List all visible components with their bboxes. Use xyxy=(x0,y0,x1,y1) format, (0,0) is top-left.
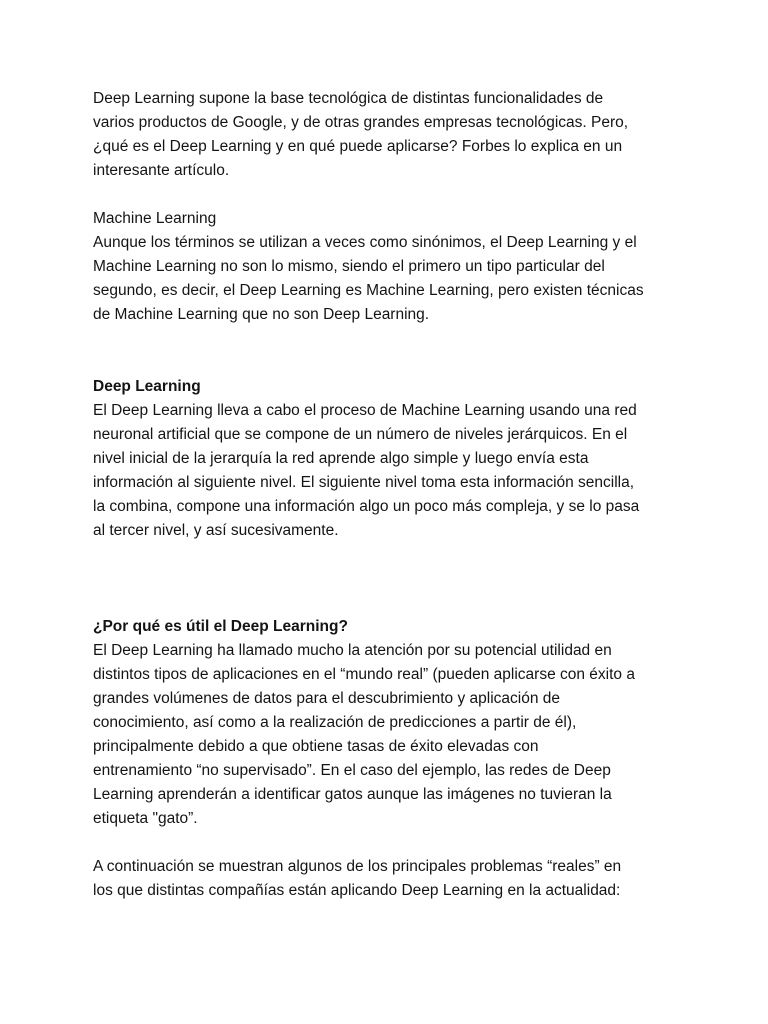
spacer xyxy=(93,183,693,207)
section-heading-machine-learning: Machine Learning xyxy=(93,210,217,227)
spacer xyxy=(93,543,693,615)
deep-learning-paragraph: El Deep Learning lleva a cabo el proceso de Machine Learning usando una red neuronal artificial que se compone de un número de niveles jerárquicos. En el nivel inicial de la jerarquía la red aprende algo simple y luego envía esta información al siguiente nivel. El siguiente nivel toma esta información sencilla, la combina, compone una información algo un poco más compleja, y se lo pasa al tercer nivel, y así sucesivamente. xyxy=(93,402,640,539)
section-heading-deep-learning: Deep Learning xyxy=(93,378,201,395)
section-heading-why-useful: ¿Por qué es útil el Deep Learning? xyxy=(93,618,348,635)
spacer xyxy=(93,327,693,375)
intro-paragraph: Deep Learning supone la base tecnológica de distintas funcionalidades de varios productos de Google, y de otras grandes empresas tecnológicas. Pero, ¿qué es el Deep Learning y en qué puede aplicarse? Forbes lo explica en un interesante artículo. xyxy=(93,90,629,179)
document-body xyxy=(93,87,693,903)
closing-paragraph: A continuación se muestran algunos de los principales problemas “reales” en los que distintas compañías están aplicando Deep Learning en la actualidad: xyxy=(93,858,622,899)
machine-learning-paragraph: Aunque los términos se utilizan a veces como sinónimos, el Deep Learning y el Machine Learning no son lo mismo, siendo el primero un tipo particular del segundo, es decir, el Deep Learning es Machine Learning, pero existen técnicas de Machine Learning que no son Deep Learning. xyxy=(93,234,644,323)
why-useful-paragraph: El Deep Learning ha llamado mucho la atención por su potencial utilidad en distintos tipos de aplicaciones en el “mundo real” (pueden aplicarse con éxito a grandes volúmenes de datos para el descubrimiento y aplicación de conocimiento, así como a la realización de predicciones a partir de él), principalmente debido a que obtiene tasas de éxito elevadas con entrenamiento “no supervisado”. En el caso del ejemplo, las redes de Deep Learning aprenderán a identificar gatos aunque las imágenes no tuvieran la etiqueta "gato”. xyxy=(93,642,635,827)
spacer xyxy=(93,831,693,855)
